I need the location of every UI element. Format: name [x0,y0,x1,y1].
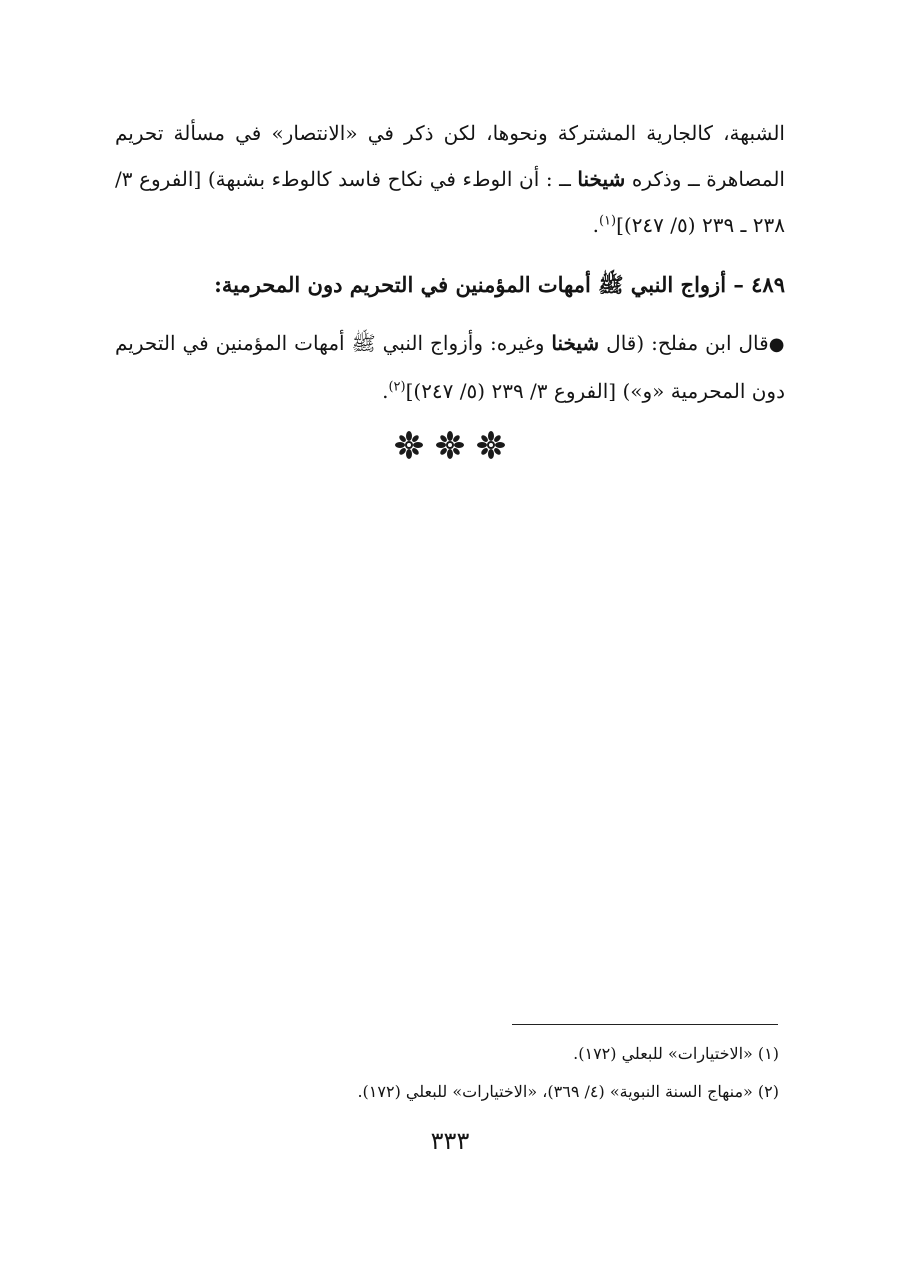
footnote-separator [512,1024,778,1025]
footnote-2: (٢) «منهاج السنة النبوية» (٤/ ٣٦٩)، «الاختيارات» للبعلي (١٧٢). [357,1082,779,1101]
paragraph-text-after: ــ : أن الوطء في نكاح فاسد كالوطء بشبهة) [الفروع ٣/ ٢٣٨ ـ ٢٣٩ (٥/ ٢٤٧)] [115,167,785,237]
section-divider-ornaments [395,430,505,460]
flower-ornament-icon [436,431,464,459]
paragraph-text-after: وغيره: وأزواج النبي ﷺ أمهات المؤمنين في التحريم دون المحرمية «و») [الفروع ٣/ ٢٣٩ (٥/ ٢٤٧)] [115,331,785,403]
bullet-icon: ● [768,334,785,355]
paragraph-end: . [382,379,389,403]
paragraph-quote [115,320,785,414]
paragraph-continuation [115,110,785,248]
bold-term: شيخنا [577,167,626,191]
paragraph-text-start: قال ابن مفلح: (قال [599,331,769,355]
flower-ornament-icon [477,431,505,459]
paragraph-text: الشبهة، كالجارية المشتركة ونحوها، لكن ذكر في «الانتصار» في مسألة تحريم المصاهرة ــ وذكره [115,121,785,191]
page-number: ٣٣٣ [430,1127,470,1155]
flower-ornament-icon [395,431,423,459]
footnote-1: (١) «الاختيارات» للبعلي (١٧٢). [573,1044,779,1063]
bold-term: شيخنا [551,331,600,355]
footnote-reference[interactable]: (١) [598,213,617,229]
paragraph-end: . [592,213,599,237]
footnote-reference[interactable]: (٢) [388,379,406,395]
section-heading: ٤٨٩ – أزواج النبي ﷺ أمهات المؤمنين في التحريم دون المحرمية: [214,272,785,297]
